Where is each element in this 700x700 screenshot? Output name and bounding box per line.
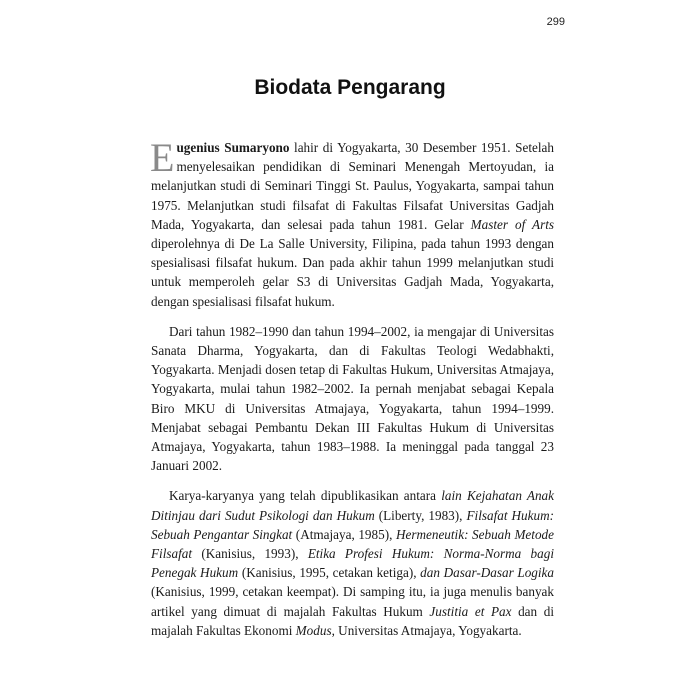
book-title: lain Kejahatan Anak Ditinjau dari Sudut Psikologi dan Hukum <box>151 488 554 523</box>
paragraph-text: , Universitas Atmajaya, Yogyakarta. <box>331 622 522 638</box>
paragraph-text: (Liberty, 1983), <box>374 507 467 523</box>
paragraph-biography-intro <box>150 135 554 311</box>
paragraph-text: dan di majalah Fakultas Ekonomi <box>151 603 554 638</box>
paragraph-text: (Kanisius, 1993), <box>192 546 308 562</box>
journal-title: Justitia et Pax <box>429 603 512 619</box>
paragraph-text: diperolehnya di De La Salle University, Filipina, pada tahun 1993 dengan spesialisasi filsafat hukum. Dan pada akhir tahun 1999 melanjutkan studi untuk memperoleh gelar S3 di Universitas Gadjah Mada, Yogyakarta, dengan spesialisasi filsafat hukum. <box>151 236 554 309</box>
book-title: Etika Profesi Hukum: Norma-Norma bagi Penegak Hukum <box>151 546 554 581</box>
drop-cap: E <box>150 135 175 180</box>
paragraph-career: Dari tahun 1982–1990 dan tahun 1994–2002, ia mengajar di Universitas Sanata Dharma, Yogyakarta, dan di Fakultas Teologi Wedabhakti, Yogyakarta. Menjadi dosen tetap di Fakultas Hukum, Universitas Atmajaya, Yogyakarta, mulai tahun 1982–2002. Ia pernah menjabat sebagai Kepala Biro MKU di Universitas Atmajaya, Yogyakarta, tahun 1994–1999. Menjabat sebagai Pembantu Dekan III Fakultas Hukum di Universitas Atmajaya, Yogyakarta, tahun 1983–1988. Ia meninggal pada tanggal 23 Januari 2002. <box>151 323 554 474</box>
paragraph-text: lahir di Yogyakarta, 30 Desember 1951. Setelah menyelesaikan pendidikan di Seminari Menengah Mertoyudan, ia melanjutkan studi di Seminari Tinggi St. Paulus, Yogyakarta, sampai tahun 1975. Melanjutkan studi filsafat di Fakultas Filsafat Universitas Gadjah Mada, Yogyakarta, dan selesai pada tahun 1981. Gelar <box>151 140 554 232</box>
page-title: Biodata Pengarang <box>254 76 446 99</box>
author-name: ugenius Sumaryono <box>176 140 290 155</box>
page-number: 299 <box>546 16 565 28</box>
book-title: Filsafat Hukum: Sebuah Pengantar Singkat <box>151 507 554 542</box>
journal-title: Modus <box>295 622 332 638</box>
degree-title: Master of Arts <box>470 216 554 232</box>
paragraph-publications <box>151 486 554 640</box>
body-text <box>150 135 554 651</box>
paragraph-text: (Kanisius, 1999, cetakan keempat). Di samping itu, ia juga menulis banyak artikel yang dimuat di majalah Fakultas Hukum <box>151 584 554 619</box>
book-title: Hermeneutik: Sebuah Metode Filsafat <box>151 526 554 562</box>
paragraph-text: Karya-karyanya yang telah dipublikasikan antara <box>169 488 442 504</box>
paragraph-text: (Atmajaya, 1985), <box>292 526 396 542</box>
paragraph-text: (Kanisius, 1995, cetakan ketiga), <box>238 565 421 581</box>
book-title: dan Dasar-Dasar Logika <box>420 565 554 581</box>
